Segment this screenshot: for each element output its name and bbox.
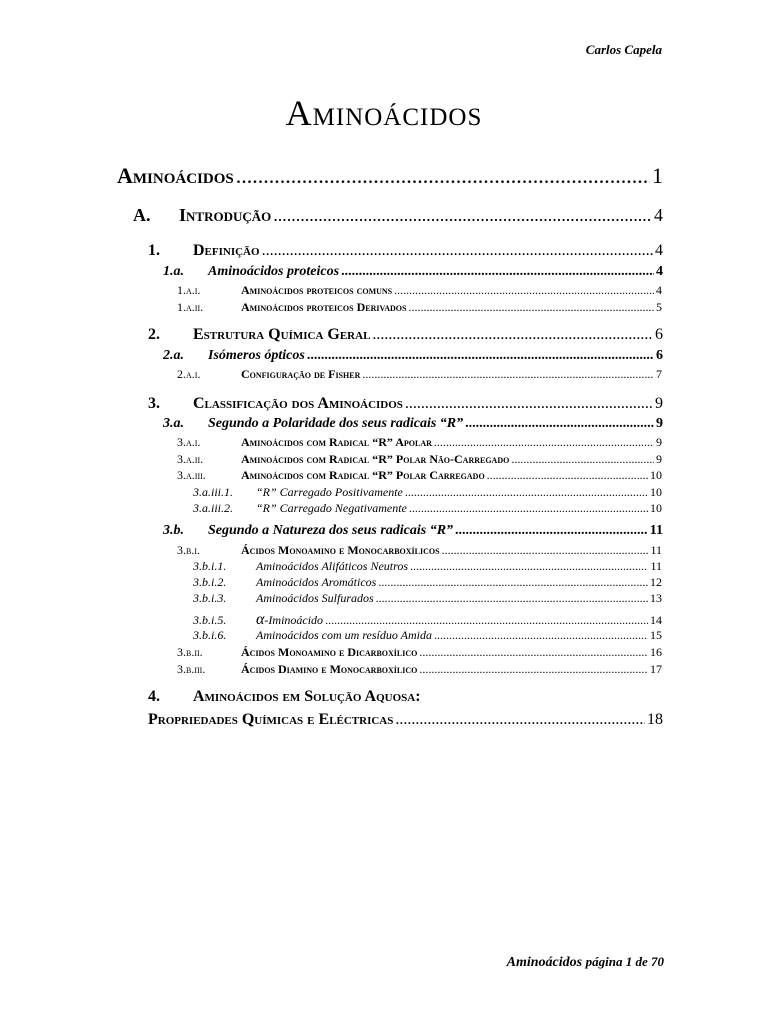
footer-doc-name: Aminoácidos bbox=[506, 955, 583, 970]
toc-entry-iminoacido[interactable]: 3.b.i.5. α-Iminoácido ..... 14 bbox=[193, 611, 662, 629]
toc-entry-aminoacidos[interactable]: Aminoácidos ..... 1 bbox=[117, 163, 663, 189]
toc-entry-solucao-aquosa[interactable]: 4. Aminoácidos em Solução Aquosa: bbox=[148, 688, 421, 705]
toc-entry-polar-nao-carregado[interactable]: 3.a.ii. Aminoácidos com Radical “R” Polar Não-Carregado ..... 9 bbox=[177, 452, 662, 467]
toc-entry-sulfurados[interactable]: 3.b.i.3. Aminoácidos Sulfurados ..... 13 bbox=[193, 591, 662, 606]
toc-entry-configuracao-fisher[interactable]: 2.a.i. Configuração de Fisher ..... 7 bbox=[177, 367, 662, 382]
toc-entry-monoamino-dicarboxilico[interactable]: 3.b.ii. Ácidos Monoamino e Dicarboxílico ..... 16 bbox=[177, 645, 662, 660]
alpha-symbol: α bbox=[256, 611, 265, 628]
page-footer bbox=[507, 954, 664, 971]
toc-entry-aminoacidos-proteicos[interactable]: 1.a. Aminoácidos proteicos ..... 4 bbox=[163, 264, 663, 280]
footer-page-number: página 1 de 70 bbox=[585, 954, 664, 969]
toc-entry-propriedades[interactable]: Propriedades Químicas e Eléctricas ..... 18 bbox=[148, 711, 663, 729]
toc-entry-proteicos-comuns[interactable]: 1.a.i. Aminoácidos proteicos comuns ..... 4 bbox=[177, 283, 662, 298]
toc-entry-radical-apolar[interactable]: 3.a.i. Aminoácidos com Radical “R” Apolar ..... 9 bbox=[177, 435, 662, 450]
toc-entry-alifaticos-neutros[interactable]: 3.b.i.1. Aminoácidos Alifáticos Neutros ..... 11 bbox=[193, 559, 662, 574]
toc-entry-introducao[interactable]: A. Introdução ..... 4 bbox=[133, 205, 663, 226]
toc-entry-monoamino-monocarboxilicos[interactable]: 3.b.i. Ácidos Monoamino e Monocarboxílicos ..... 11 bbox=[177, 543, 662, 558]
toc-entry-polaridade[interactable]: 3.a. Segundo a Polaridade dos seus radicais “R” ..... 9 bbox=[163, 416, 663, 432]
toc-entry-polar-carregado[interactable]: 3.a.iii. Aminoácidos com Radical “R” Polar Carregado ..... 10 bbox=[177, 468, 662, 483]
toc-entry-diamino-monocarboxilico[interactable]: 3.b.iii. Ácidos Diamino e Monocarboxílico ..... 17 bbox=[177, 662, 662, 677]
toc-entry-natureza-radicais[interactable]: 3.b. Segundo a Natureza dos seus radicais “R” ..... 11 bbox=[163, 523, 663, 539]
author-name: Carlos Capela bbox=[585, 42, 662, 57]
toc-entry-definicao[interactable]: 1. Definição ..... 4 bbox=[148, 242, 663, 260]
toc-entry-estrutura-quimica[interactable]: 2. Estrutura Química Geral ..... 6 bbox=[148, 326, 663, 344]
toc-entry-carregado-negativamente[interactable]: 3.a.iii.2. “R” Carregado Negativamente ..... 10 bbox=[193, 501, 662, 516]
toc-entry-residuo-amida[interactable]: 3.b.i.6. Aminoácidos com um resíduo Amida ..... 15 bbox=[193, 628, 662, 643]
toc-entry-classificacao[interactable]: 3. Classificação dos Aminoácidos ..... 9 bbox=[148, 395, 663, 413]
page-title: Aminoácidos bbox=[285, 93, 483, 133]
toc-entry-isomeros-opticos[interactable]: 2.a. Isómeros ópticos ..... 6 bbox=[163, 348, 663, 364]
toc-entry-proteicos-derivados[interactable]: 1.a.ii. Aminoácidos proteicos Derivados ..... 5 bbox=[177, 300, 662, 315]
toc-entry-carregado-positivamente[interactable]: 3.a.iii.1. “R” Carregado Positivamente ..... 10 bbox=[193, 485, 662, 500]
toc-entry-aromaticos[interactable]: 3.b.i.2. Aminoácidos Aromáticos ..... 12 bbox=[193, 575, 662, 590]
